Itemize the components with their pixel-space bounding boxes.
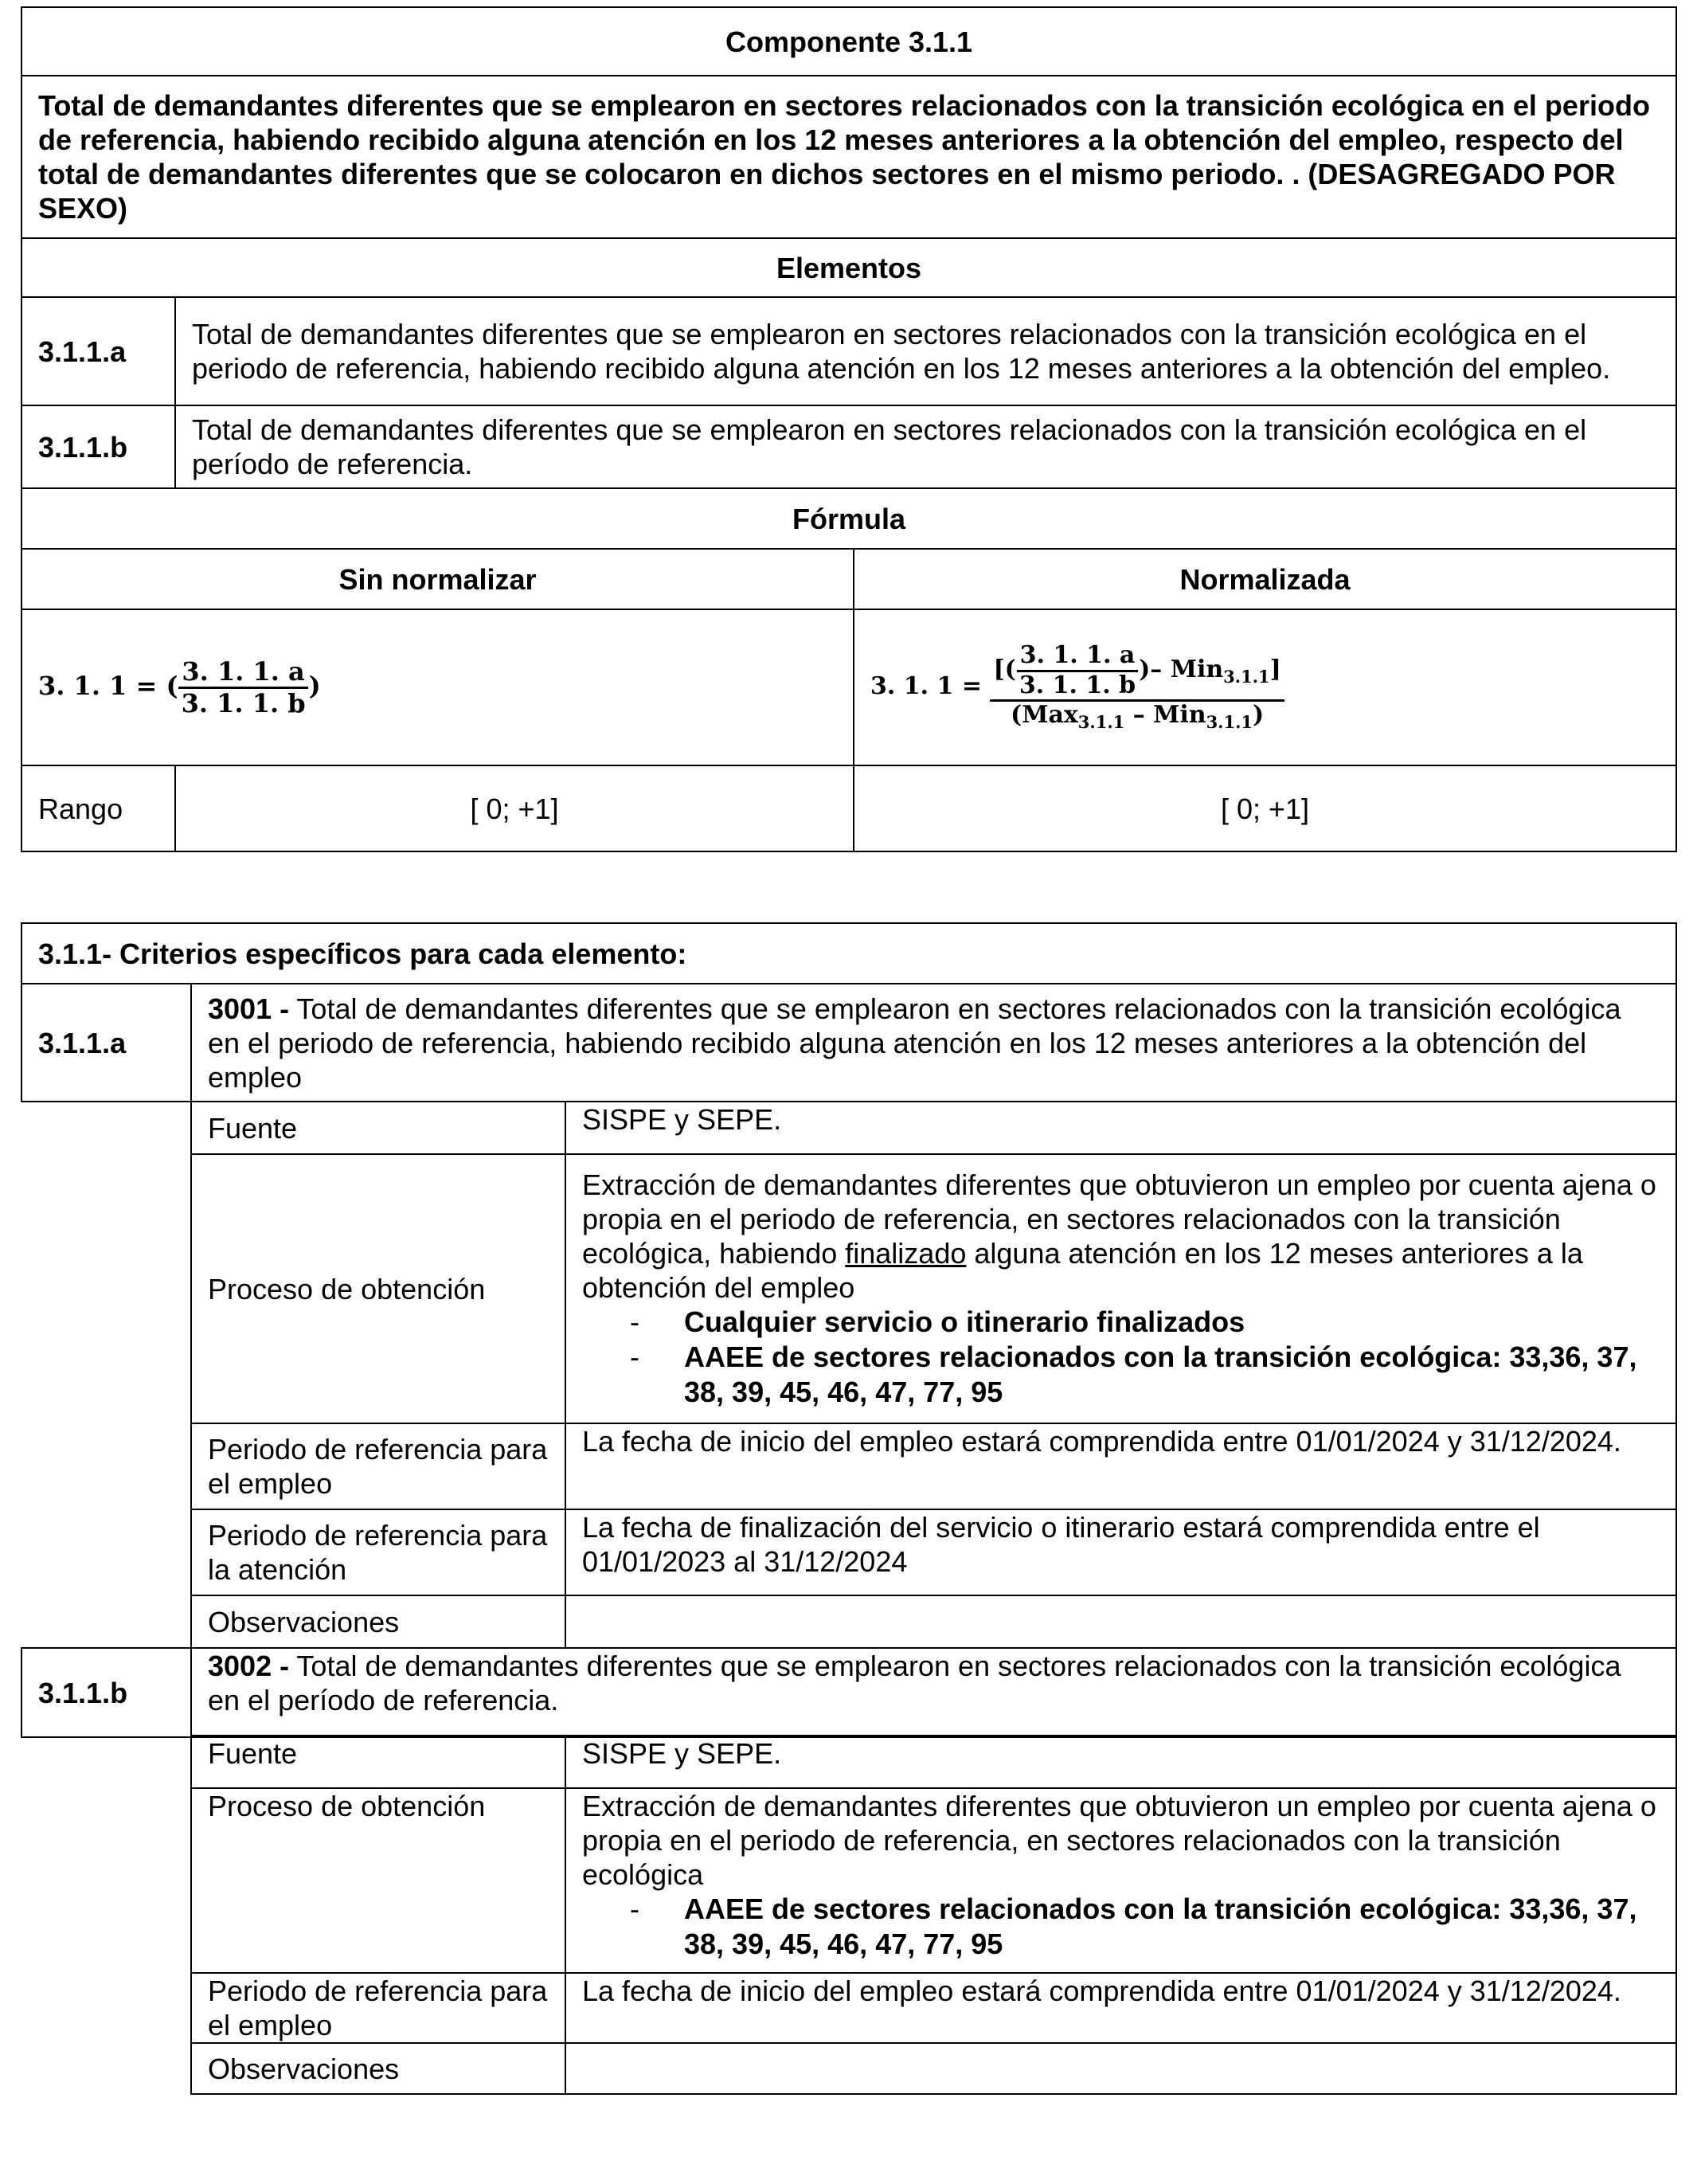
proceso-value	[565, 1154, 1676, 1423]
proceso-label: Proceso de obtención	[191, 1154, 565, 1423]
ref-empleo-value: La fecha de inicio del empleo estará comprendida entre 01/01/2024 y 31/12/2024.	[565, 1973, 1676, 2043]
formula-min: Min	[1170, 656, 1224, 684]
formula-raw	[22, 609, 854, 765]
criteria-detail-a	[190, 1101, 1677, 1649]
criteria-detail-b	[190, 1735, 1677, 2095]
proceso-text-underlined: finalizado	[845, 1237, 967, 1270]
element-code: 3.1.1.a	[22, 297, 175, 405]
proceso-bullets	[582, 1305, 1660, 1410]
formula-lhs: 3. 1. 1 =	[38, 670, 158, 701]
bullet-item: - Cualquier servicio o itinerario finalizados	[630, 1305, 1660, 1340]
formula-outer-numerator: [( $\frac{3. 1. 1. a}{3. 1. 1. b}$ )– Min$_{3.1.1}$]	[990, 642, 1284, 702]
criteria-description	[191, 1648, 1676, 1737]
formula-raw-expression: 3. 1. 1 = ( $\frac{3. 1. 1. a}{3. 1. 1. b}$ )	[38, 656, 321, 718]
criteria-id: 3002 -	[208, 1650, 290, 1682]
criteria-id: 3001 -	[208, 992, 290, 1025]
formula-lhs: 3. 1. 1 =	[870, 671, 982, 700]
criteria-text: Total de demandantes diferentes que se emplearon en sectores relacionados con la transición ecológica en el período de referencia.	[208, 1650, 1621, 1716]
ref-empleo-label: Periodo de referencia para el empleo	[191, 1973, 565, 2043]
ref-atencion-value: La fecha de finalización del servicio o itinerario estará comprendida entre el 01/01/2023 al 31/12/2024	[565, 1509, 1676, 1595]
range-normalized: [ 0; +1]	[854, 765, 1676, 851]
criteria-code: 3.1.1.b	[22, 1648, 191, 1737]
proceso-bullets	[582, 1892, 1660, 1962]
criteria-table	[21, 922, 1677, 1102]
ref-empleo-value: La fecha de inicio del empleo estará comprendida entre 01/01/2024 y 31/12/2024.	[565, 1423, 1676, 1509]
formula-inner-denominator: 3. 1. 1. b	[1019, 671, 1136, 699]
formula-min: Min	[1153, 701, 1206, 730]
fuente-value: SISPE y SEPE.	[565, 1736, 1676, 1788]
component-description: Total de demandantes diferentes que se emplearon en sectores relacionados con la transición ecológica en el periodo de referencia, habiendo recibido alguna atención en los 12 meses anteriores a la obtención del empleo, respecto del total de demandantes diferentes que se colocaron en dichos sectores en el mismo periodo. . (DESAGREGADO POR SEXO)	[22, 76, 1676, 238]
formula-denominator: 3. 1. 1. b	[181, 687, 306, 718]
criteria-text: Total de demandantes diferentes que se emplearon en sectores relacionados con la transición ecológica en el periodo de referencia, habiendo recibido alguna atención en los 12 meses anteriores a la obtención del empleo	[208, 992, 1621, 1094]
observaciones-value	[565, 2043, 1676, 2094]
criteria-title: 3.1.1- Criterios específicos para cada elemento:	[22, 923, 1676, 984]
formula-min-subscript: 3.1.1	[1223, 667, 1270, 687]
proceso-value	[565, 1788, 1676, 1973]
observaciones-label: Observaciones	[191, 2043, 565, 2094]
proceso-text-pre: Extracción de demandantes diferentes que obtuvieron un empleo por cuenta ajena o propia en el periodo de referencia, en sectores relacionados con la transición ecológica, habiendo	[582, 1168, 1656, 1270]
element-text: Total de demandantes diferentes que se emplearon en sectores relacionados con la transición ecológica en el período de referencia.	[175, 405, 1676, 488]
proceso-text-post: alguna atención en los 12 meses anteriores a la obtención del empleo	[582, 1237, 1583, 1304]
proceso-text	[582, 1168, 1660, 1305]
range-raw: [ 0; +1]	[175, 765, 854, 851]
fuente-label: Fuente	[191, 1102, 565, 1154]
formula-outer-denominator: (Max$_{3.1.1}$ – Min$_{3.1.1}$)	[1011, 701, 1265, 733]
formula-fraction	[178, 657, 309, 718]
bullet-item: - AAEE de sectores relacionados con la transición ecológica: 33,36, 37, 38, 39, 45, 46, 47, 77, 95	[630, 1892, 1660, 1962]
criteria-description	[191, 984, 1676, 1102]
criteria-table-b	[21, 1647, 1677, 1738]
formula-inner-fraction	[1016, 642, 1139, 699]
bullet-item: - AAEE de sectores relacionados con la transición ecológica: 33,36, 37, 38, 39, 45, 46, 47, 77, 95	[630, 1340, 1660, 1410]
element-text: Total de demandantes diferentes que se emplearon en sectores relacionados con la transición ecológica en el periodo de referencia, habiendo recibido alguna atención en los 12 meses anteriores a la obtención del empleo.	[175, 297, 1676, 405]
fuente-label: Fuente	[191, 1736, 565, 1788]
formula-inner-numerator: 3. 1. 1. a	[1017, 642, 1139, 672]
ref-empleo-label: Periodo de referencia para el empleo	[191, 1423, 565, 1509]
element-code: 3.1.1.b	[22, 405, 175, 488]
formula-header: Fórmula	[22, 488, 1676, 549]
criteria-code: 3.1.1.a	[22, 984, 191, 1102]
formula-normalized	[854, 609, 1676, 765]
component-title: Componente 3.1.1	[22, 7, 1676, 76]
ref-atencion-label: Periodo de referencia para la atención	[191, 1509, 565, 1595]
observaciones-label: Observaciones	[191, 1595, 565, 1648]
sin-normalizar-header: Sin normalizar	[22, 549, 854, 609]
component-table	[21, 6, 1677, 852]
formula-numerator: 3. 1. 1. a	[178, 657, 307, 689]
proceso-label: Proceso de obtención	[191, 1788, 565, 1973]
formula-norm-expression	[870, 641, 1284, 733]
range-label: Rango	[22, 765, 175, 851]
proceso-text: Extracción de demandantes diferentes que obtuvieron un empleo por cuenta ajena o propia en el periodo de referencia, en sectores relacionados con la transición ecológica	[582, 1790, 1656, 1891]
elements-header: Elementos	[22, 238, 1676, 297]
normalizada-header: Normalizada	[854, 549, 1676, 609]
formula-max-subscript: 3.1.1	[1077, 712, 1125, 733]
fuente-value: SISPE y SEPE.	[565, 1102, 1676, 1154]
observaciones-value	[565, 1595, 1676, 1648]
formula-outer-fraction	[990, 642, 1284, 732]
formula-max: Max	[1022, 701, 1078, 730]
formula-min-subscript: 3.1.1	[1206, 712, 1253, 733]
